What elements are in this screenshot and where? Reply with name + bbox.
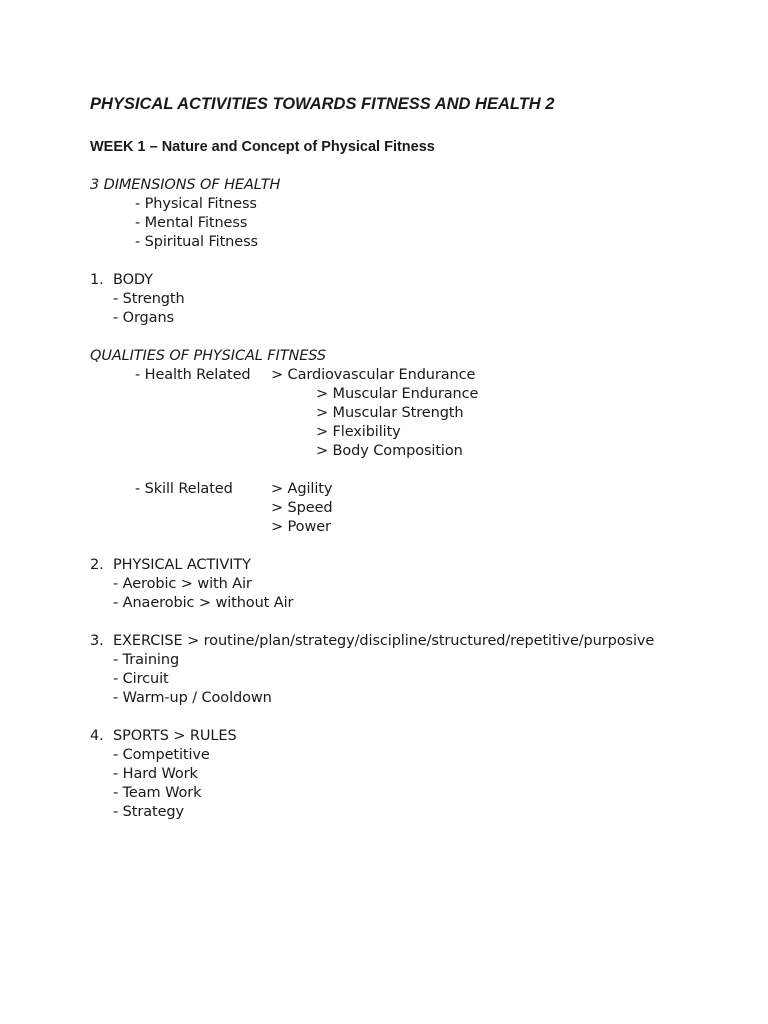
sports-item: - Hard Work <box>113 766 198 782</box>
skill-related-item: > Power <box>271 519 331 535</box>
list-number: 4. <box>90 728 104 744</box>
health-related-item: > Flexibility <box>316 424 401 440</box>
skill-related-item: > Speed <box>271 500 333 516</box>
skill-related-item: > Agility <box>271 481 333 497</box>
list-number: 3. <box>90 633 104 649</box>
list-number: 1. <box>90 272 104 288</box>
dimension-item: - Physical Fitness <box>135 196 257 212</box>
sports-item: - Strategy <box>113 804 184 820</box>
dimension-item: - Mental Fitness <box>135 215 248 231</box>
physical-activity-item: - Anaerobic > without Air <box>113 595 294 611</box>
qualities-heading: QUALITIES OF PHYSICAL FITNESS <box>90 348 326 364</box>
sports-heading: SPORTS > RULES <box>113 728 237 744</box>
exercise-item: - Circuit <box>113 671 169 687</box>
exercise-item: - Training <box>113 652 180 668</box>
physical-activity-heading: PHYSICAL ACTIVITY <box>113 557 251 573</box>
skill-related-label: - Skill Related <box>135 481 233 497</box>
health-related-label: - Health Related <box>135 367 251 383</box>
document-title: PHYSICAL ACTIVITIES TOWARDS FITNESS AND HEALTH 2 <box>90 95 555 113</box>
body-item: - Organs <box>113 310 174 326</box>
body-item: - Strength <box>113 291 185 307</box>
exercise-heading: EXERCISE > routine/plan/strategy/discipline/structured/repetitive/purposive <box>113 633 655 649</box>
dimension-item: - Spiritual Fitness <box>135 234 258 250</box>
list-number: 2. <box>90 557 104 573</box>
health-related-item: > Muscular Endurance <box>316 386 479 402</box>
sports-item: - Competitive <box>113 747 210 763</box>
dimensions-heading: 3 DIMENSIONS OF HEALTH <box>90 177 281 193</box>
body-heading: BODY <box>113 272 153 288</box>
health-related-item: > Cardiovascular Endurance <box>271 367 476 383</box>
sports-item: - Team Work <box>113 785 202 801</box>
exercise-item: - Warm-up / Cooldown <box>113 690 272 706</box>
week-heading: WEEK 1 – Nature and Concept of Physical Fitness <box>90 139 435 155</box>
physical-activity-item: - Aerobic > with Air <box>113 576 252 592</box>
health-related-item: > Body Composition <box>316 443 463 459</box>
health-related-item: > Muscular Strength <box>316 405 464 421</box>
